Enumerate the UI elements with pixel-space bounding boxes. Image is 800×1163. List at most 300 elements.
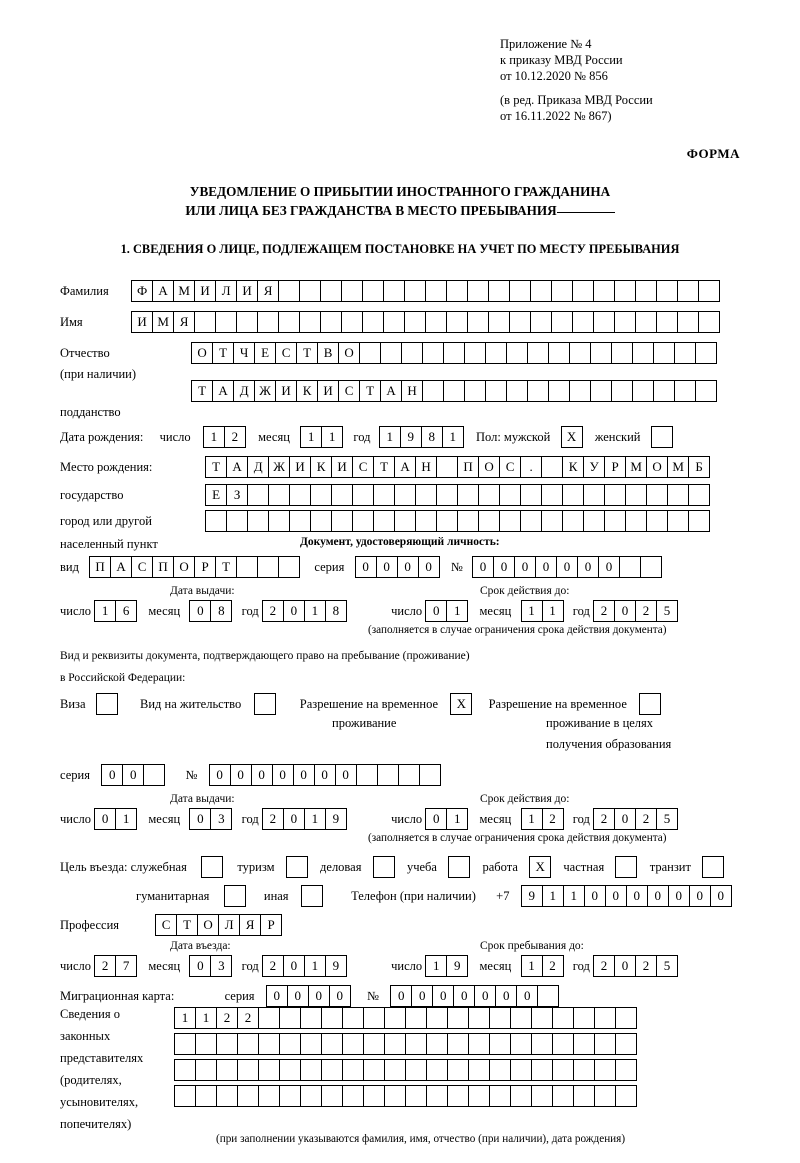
iddoc-kind-input[interactable] — [89, 556, 300, 578]
char-cell[interactable]: 2 — [635, 808, 657, 830]
char-cell[interactable] — [415, 510, 437, 532]
name-input[interactable] — [131, 311, 720, 333]
char-cell[interactable] — [447, 1059, 469, 1081]
char-cell[interactable] — [594, 1007, 616, 1029]
char-cell[interactable]: Я — [239, 914, 261, 936]
char-cell[interactable] — [362, 280, 384, 302]
char-cell[interactable] — [443, 342, 465, 364]
char-cell[interactable] — [499, 484, 521, 506]
char-cell[interactable]: Т — [373, 456, 395, 478]
char-cell[interactable] — [436, 510, 458, 532]
visa-checkbox[interactable] — [96, 693, 118, 715]
char-cell[interactable]: 0 — [425, 600, 447, 622]
char-cell[interactable] — [216, 1085, 238, 1107]
char-cell[interactable] — [300, 1007, 322, 1029]
char-cell[interactable] — [468, 1085, 490, 1107]
char-cell[interactable] — [614, 311, 636, 333]
char-cell[interactable] — [446, 311, 468, 333]
char-cell[interactable] — [143, 764, 165, 786]
char-cell[interactable] — [425, 311, 447, 333]
char-cell[interactable] — [289, 484, 311, 506]
char-cell[interactable] — [646, 484, 668, 506]
char-cell[interactable]: 9 — [400, 426, 422, 448]
phone-input[interactable] — [521, 885, 732, 907]
char-cell[interactable] — [695, 342, 717, 364]
char-cell[interactable] — [551, 280, 573, 302]
patronymic-input[interactable] — [191, 342, 717, 364]
char-cell[interactable]: Р — [260, 914, 282, 936]
char-cell[interactable] — [485, 342, 507, 364]
char-cell[interactable] — [394, 510, 416, 532]
char-cell[interactable]: С — [131, 556, 153, 578]
char-cell[interactable]: О — [338, 342, 360, 364]
char-cell[interactable] — [695, 380, 717, 402]
char-cell[interactable] — [541, 456, 563, 478]
char-cell[interactable] — [384, 1059, 406, 1081]
char-cell[interactable] — [405, 1059, 427, 1081]
purpose-humanitarian-checkbox[interactable] — [224, 885, 246, 907]
char-cell[interactable]: 5 — [656, 600, 678, 622]
char-cell[interactable] — [541, 510, 563, 532]
char-cell[interactable]: 2 — [216, 1007, 238, 1029]
char-cell[interactable] — [363, 1007, 385, 1029]
char-cell[interactable] — [443, 380, 465, 402]
char-cell[interactable]: Т — [176, 914, 198, 936]
char-cell[interactable]: 9 — [521, 885, 543, 907]
char-cell[interactable]: М — [667, 456, 689, 478]
char-cell[interactable] — [279, 1059, 301, 1081]
char-cell[interactable]: 7 — [115, 955, 137, 977]
char-cell[interactable] — [572, 280, 594, 302]
char-cell[interactable] — [321, 1059, 343, 1081]
char-cell[interactable] — [464, 342, 486, 364]
surname-input[interactable] — [131, 280, 720, 302]
char-cell[interactable] — [562, 484, 584, 506]
char-cell[interactable] — [278, 280, 300, 302]
char-cell[interactable]: 2 — [593, 600, 615, 622]
char-cell[interactable] — [488, 311, 510, 333]
char-cell[interactable]: Л — [218, 914, 240, 936]
char-cell[interactable]: . — [520, 456, 542, 478]
char-cell[interactable] — [531, 1085, 553, 1107]
char-cell[interactable]: К — [296, 380, 318, 402]
char-cell[interactable]: Р — [604, 456, 626, 478]
char-cell[interactable]: Е — [254, 342, 276, 364]
char-cell[interactable] — [510, 1007, 532, 1029]
char-cell[interactable] — [447, 1007, 469, 1029]
char-cell[interactable] — [632, 342, 654, 364]
char-cell[interactable] — [359, 342, 381, 364]
char-cell[interactable] — [384, 1085, 406, 1107]
char-cell[interactable] — [258, 1007, 280, 1029]
migration-series-input[interactable] — [266, 985, 351, 1007]
char-cell[interactable] — [331, 484, 353, 506]
char-cell[interactable]: 0 — [647, 885, 669, 907]
permit-issue-day-input[interactable] — [94, 808, 137, 830]
char-cell[interactable]: 0 — [516, 985, 538, 1007]
char-cell[interactable] — [194, 311, 216, 333]
char-cell[interactable]: И — [275, 380, 297, 402]
char-cell[interactable] — [632, 380, 654, 402]
char-cell[interactable]: О — [173, 556, 195, 578]
char-cell[interactable] — [419, 764, 441, 786]
char-cell[interactable] — [342, 1085, 364, 1107]
char-cell[interactable] — [531, 1059, 553, 1081]
char-cell[interactable] — [464, 380, 486, 402]
char-cell[interactable]: 1 — [115, 808, 137, 830]
char-cell[interactable]: 9 — [446, 955, 468, 977]
char-cell[interactable] — [383, 280, 405, 302]
char-cell[interactable]: И — [194, 280, 216, 302]
char-cell[interactable]: 2 — [542, 808, 564, 830]
char-cell[interactable] — [640, 556, 662, 578]
char-cell[interactable]: 0 — [308, 985, 330, 1007]
char-cell[interactable]: И — [236, 280, 258, 302]
char-cell[interactable] — [698, 311, 720, 333]
char-cell[interactable]: 0 — [584, 885, 606, 907]
char-cell[interactable] — [236, 311, 258, 333]
char-cell[interactable] — [331, 510, 353, 532]
char-cell[interactable] — [299, 311, 321, 333]
char-cell[interactable] — [468, 1007, 490, 1029]
char-cell[interactable] — [594, 1033, 616, 1055]
permit-issue-year-input[interactable] — [262, 808, 347, 830]
char-cell[interactable]: Б — [688, 456, 710, 478]
char-cell[interactable] — [489, 1085, 511, 1107]
iddoc-issue-day-input[interactable] — [94, 600, 137, 622]
char-cell[interactable] — [384, 1007, 406, 1029]
char-cell[interactable] — [279, 1033, 301, 1055]
char-cell[interactable] — [174, 1085, 196, 1107]
char-cell[interactable]: 1 — [446, 808, 468, 830]
char-cell[interactable]: 0 — [598, 556, 620, 578]
char-cell[interactable] — [506, 380, 528, 402]
char-cell[interactable] — [236, 556, 258, 578]
char-cell[interactable] — [530, 280, 552, 302]
char-cell[interactable] — [310, 510, 332, 532]
char-cell[interactable]: 2 — [237, 1007, 259, 1029]
char-cell[interactable] — [572, 311, 594, 333]
char-cell[interactable] — [614, 280, 636, 302]
iddoc-number-input[interactable] — [472, 556, 662, 578]
char-cell[interactable] — [548, 380, 570, 402]
birthplace-input-line1[interactable] — [205, 456, 710, 478]
char-cell[interactable]: 8 — [210, 600, 232, 622]
char-cell[interactable] — [552, 1007, 574, 1029]
char-cell[interactable]: И — [317, 380, 339, 402]
char-cell[interactable] — [380, 342, 402, 364]
char-cell[interactable]: С — [499, 456, 521, 478]
char-cell[interactable]: 0 — [626, 885, 648, 907]
char-cell[interactable] — [300, 1085, 322, 1107]
char-cell[interactable] — [278, 556, 300, 578]
char-cell[interactable] — [552, 1033, 574, 1055]
char-cell[interactable]: А — [380, 380, 402, 402]
char-cell[interactable]: Т — [212, 342, 234, 364]
char-cell[interactable] — [611, 342, 633, 364]
char-cell[interactable]: 2 — [542, 955, 564, 977]
char-cell[interactable] — [384, 1033, 406, 1055]
char-cell[interactable]: 0 — [272, 764, 294, 786]
stay-year-input[interactable] — [593, 955, 678, 977]
char-cell[interactable] — [488, 280, 510, 302]
char-cell[interactable]: 1 — [321, 426, 343, 448]
char-cell[interactable] — [611, 380, 633, 402]
char-cell[interactable]: 0 — [614, 600, 636, 622]
char-cell[interactable] — [247, 484, 269, 506]
iddoc-valid-day-input[interactable] — [425, 600, 468, 622]
sex-female-checkbox[interactable] — [651, 426, 673, 448]
char-cell[interactable] — [478, 510, 500, 532]
char-cell[interactable] — [573, 1085, 595, 1107]
char-cell[interactable] — [674, 342, 696, 364]
char-cell[interactable] — [520, 510, 542, 532]
iddoc-issue-month-input[interactable] — [189, 600, 232, 622]
char-cell[interactable]: П — [152, 556, 174, 578]
char-cell[interactable]: 0 — [614, 955, 636, 977]
char-cell[interactable]: Т — [191, 380, 213, 402]
char-cell[interactable]: М — [625, 456, 647, 478]
char-cell[interactable]: 8 — [325, 600, 347, 622]
char-cell[interactable] — [300, 1059, 322, 1081]
char-cell[interactable] — [573, 1007, 595, 1029]
char-cell[interactable]: 0 — [283, 808, 305, 830]
char-cell[interactable] — [362, 311, 384, 333]
char-cell[interactable] — [321, 1007, 343, 1029]
char-cell[interactable] — [569, 380, 591, 402]
char-cell[interactable] — [446, 280, 468, 302]
char-cell[interactable]: С — [275, 342, 297, 364]
char-cell[interactable] — [468, 1033, 490, 1055]
char-cell[interactable]: 1 — [442, 426, 464, 448]
char-cell[interactable]: С — [155, 914, 177, 936]
char-cell[interactable] — [426, 1033, 448, 1055]
iddoc-valid-month-input[interactable] — [521, 600, 564, 622]
char-cell[interactable]: А — [212, 380, 234, 402]
char-cell[interactable]: Д — [233, 380, 255, 402]
char-cell[interactable]: 1 — [300, 426, 322, 448]
char-cell[interactable] — [426, 1085, 448, 1107]
char-cell[interactable] — [279, 1007, 301, 1029]
char-cell[interactable] — [593, 280, 615, 302]
char-cell[interactable]: 0 — [390, 985, 412, 1007]
char-cell[interactable] — [320, 311, 342, 333]
char-cell[interactable]: С — [338, 380, 360, 402]
char-cell[interactable] — [363, 1059, 385, 1081]
char-cell[interactable] — [237, 1033, 259, 1055]
char-cell[interactable]: 0 — [605, 885, 627, 907]
char-cell[interactable]: 0 — [432, 985, 454, 1007]
char-cell[interactable]: 5 — [656, 955, 678, 977]
birthplace-input-line3[interactable] — [205, 510, 710, 532]
char-cell[interactable] — [279, 1085, 301, 1107]
char-cell[interactable]: И — [131, 311, 153, 333]
char-cell[interactable] — [268, 484, 290, 506]
purpose-other-checkbox[interactable] — [301, 885, 323, 907]
char-cell[interactable]: 1 — [174, 1007, 196, 1029]
char-cell[interactable]: Р — [194, 556, 216, 578]
char-cell[interactable] — [625, 484, 647, 506]
char-cell[interactable] — [174, 1033, 196, 1055]
char-cell[interactable] — [310, 484, 332, 506]
char-cell[interactable]: 0 — [230, 764, 252, 786]
char-cell[interactable]: Е — [205, 484, 227, 506]
char-cell[interactable]: Т — [296, 342, 318, 364]
char-cell[interactable]: 0 — [418, 556, 440, 578]
legal-rep-input-3[interactable] — [174, 1059, 637, 1081]
char-cell[interactable]: И — [289, 456, 311, 478]
char-cell[interactable] — [216, 1033, 238, 1055]
char-cell[interactable] — [569, 342, 591, 364]
char-cell[interactable]: 2 — [593, 955, 615, 977]
char-cell[interactable]: 0 — [94, 808, 116, 830]
char-cell[interactable] — [635, 311, 657, 333]
char-cell[interactable]: 0 — [577, 556, 599, 578]
entry-day-input[interactable] — [94, 955, 137, 977]
char-cell[interactable]: 2 — [593, 808, 615, 830]
char-cell[interactable]: А — [110, 556, 132, 578]
char-cell[interactable] — [268, 510, 290, 532]
permit-series-input[interactable] — [101, 764, 165, 786]
permit-valid-year-input[interactable] — [593, 808, 678, 830]
char-cell[interactable]: О — [478, 456, 500, 478]
char-cell[interactable] — [363, 1085, 385, 1107]
char-cell[interactable] — [625, 510, 647, 532]
char-cell[interactable]: О — [191, 342, 213, 364]
char-cell[interactable]: 2 — [262, 955, 284, 977]
char-cell[interactable]: 0 — [689, 885, 711, 907]
char-cell[interactable] — [401, 342, 423, 364]
char-cell[interactable]: Л — [215, 280, 237, 302]
char-cell[interactable] — [467, 280, 489, 302]
char-cell[interactable]: 2 — [224, 426, 246, 448]
legal-rep-input-1[interactable] — [174, 1007, 637, 1029]
char-cell[interactable] — [195, 1059, 217, 1081]
char-cell[interactable] — [677, 311, 699, 333]
char-cell[interactable]: 0 — [376, 556, 398, 578]
char-cell[interactable] — [594, 1085, 616, 1107]
char-cell[interactable]: М — [173, 280, 195, 302]
char-cell[interactable]: Н — [401, 380, 423, 402]
char-cell[interactable] — [216, 1059, 238, 1081]
char-cell[interactable]: 0 — [514, 556, 536, 578]
char-cell[interactable] — [527, 342, 549, 364]
iddoc-valid-year-input[interactable] — [593, 600, 678, 622]
char-cell[interactable] — [398, 764, 420, 786]
char-cell[interactable] — [489, 1033, 511, 1055]
char-cell[interactable]: З — [226, 484, 248, 506]
char-cell[interactable] — [377, 764, 399, 786]
permit-issue-month-input[interactable] — [189, 808, 232, 830]
char-cell[interactable]: К — [562, 456, 584, 478]
char-cell[interactable]: 0 — [287, 985, 309, 1007]
char-cell[interactable] — [237, 1059, 259, 1081]
char-cell[interactable] — [215, 311, 237, 333]
char-cell[interactable] — [415, 484, 437, 506]
char-cell[interactable] — [467, 311, 489, 333]
char-cell[interactable] — [656, 280, 678, 302]
iddoc-series-input[interactable] — [355, 556, 440, 578]
char-cell[interactable] — [646, 510, 668, 532]
purpose-business-checkbox[interactable] — [373, 856, 395, 878]
char-cell[interactable] — [506, 342, 528, 364]
char-cell[interactable]: 1 — [203, 426, 225, 448]
char-cell[interactable] — [688, 484, 710, 506]
char-cell[interactable]: А — [394, 456, 416, 478]
char-cell[interactable] — [299, 280, 321, 302]
char-cell[interactable]: О — [646, 456, 668, 478]
char-cell[interactable]: И — [331, 456, 353, 478]
citizenship-input[interactable] — [191, 380, 717, 402]
char-cell[interactable]: 0 — [293, 764, 315, 786]
char-cell[interactable] — [489, 1007, 511, 1029]
char-cell[interactable]: 9 — [325, 808, 347, 830]
char-cell[interactable] — [590, 380, 612, 402]
char-cell[interactable] — [594, 1059, 616, 1081]
char-cell[interactable] — [489, 1059, 511, 1081]
char-cell[interactable] — [436, 484, 458, 506]
char-cell[interactable] — [520, 484, 542, 506]
char-cell[interactable] — [573, 1059, 595, 1081]
birthplace-input-line2[interactable] — [205, 484, 710, 506]
char-cell[interactable]: П — [457, 456, 479, 478]
char-cell[interactable]: С — [352, 456, 374, 478]
char-cell[interactable]: А — [226, 456, 248, 478]
char-cell[interactable] — [405, 1033, 427, 1055]
char-cell[interactable]: Ф — [131, 280, 153, 302]
char-cell[interactable]: Т — [215, 556, 237, 578]
purpose-transit-checkbox[interactable] — [702, 856, 724, 878]
char-cell[interactable]: 0 — [335, 764, 357, 786]
char-cell[interactable] — [195, 1033, 217, 1055]
purpose-study-checkbox[interactable] — [448, 856, 470, 878]
char-cell[interactable] — [541, 484, 563, 506]
char-cell[interactable] — [447, 1033, 469, 1055]
char-cell[interactable] — [457, 510, 479, 532]
char-cell[interactable]: 0 — [493, 556, 515, 578]
char-cell[interactable] — [674, 380, 696, 402]
char-cell[interactable]: Т — [359, 380, 381, 402]
char-cell[interactable] — [552, 1059, 574, 1081]
char-cell[interactable] — [404, 280, 426, 302]
purpose-official-checkbox[interactable] — [201, 856, 223, 878]
char-cell[interactable]: 0 — [266, 985, 288, 1007]
char-cell[interactable] — [509, 311, 531, 333]
char-cell[interactable]: Д — [247, 456, 269, 478]
char-cell[interactable] — [509, 280, 531, 302]
char-cell[interactable] — [457, 484, 479, 506]
char-cell[interactable]: 1 — [304, 955, 326, 977]
char-cell[interactable]: 1 — [446, 600, 468, 622]
char-cell[interactable] — [321, 1085, 343, 1107]
birth-month-input[interactable] — [300, 426, 343, 448]
char-cell[interactable]: 0 — [614, 808, 636, 830]
char-cell[interactable]: 9 — [325, 955, 347, 977]
char-cell[interactable]: 1 — [542, 885, 564, 907]
char-cell[interactable]: 1 — [304, 600, 326, 622]
char-cell[interactable] — [619, 556, 641, 578]
char-cell[interactable]: В — [317, 342, 339, 364]
char-cell[interactable] — [426, 1007, 448, 1029]
char-cell[interactable]: Ж — [268, 456, 290, 478]
char-cell[interactable] — [615, 1007, 637, 1029]
char-cell[interactable]: 0 — [425, 808, 447, 830]
char-cell[interactable] — [205, 510, 227, 532]
char-cell[interactable]: 1 — [94, 600, 116, 622]
char-cell[interactable] — [258, 1085, 280, 1107]
char-cell[interactable] — [436, 456, 458, 478]
birth-day-input[interactable] — [203, 426, 246, 448]
